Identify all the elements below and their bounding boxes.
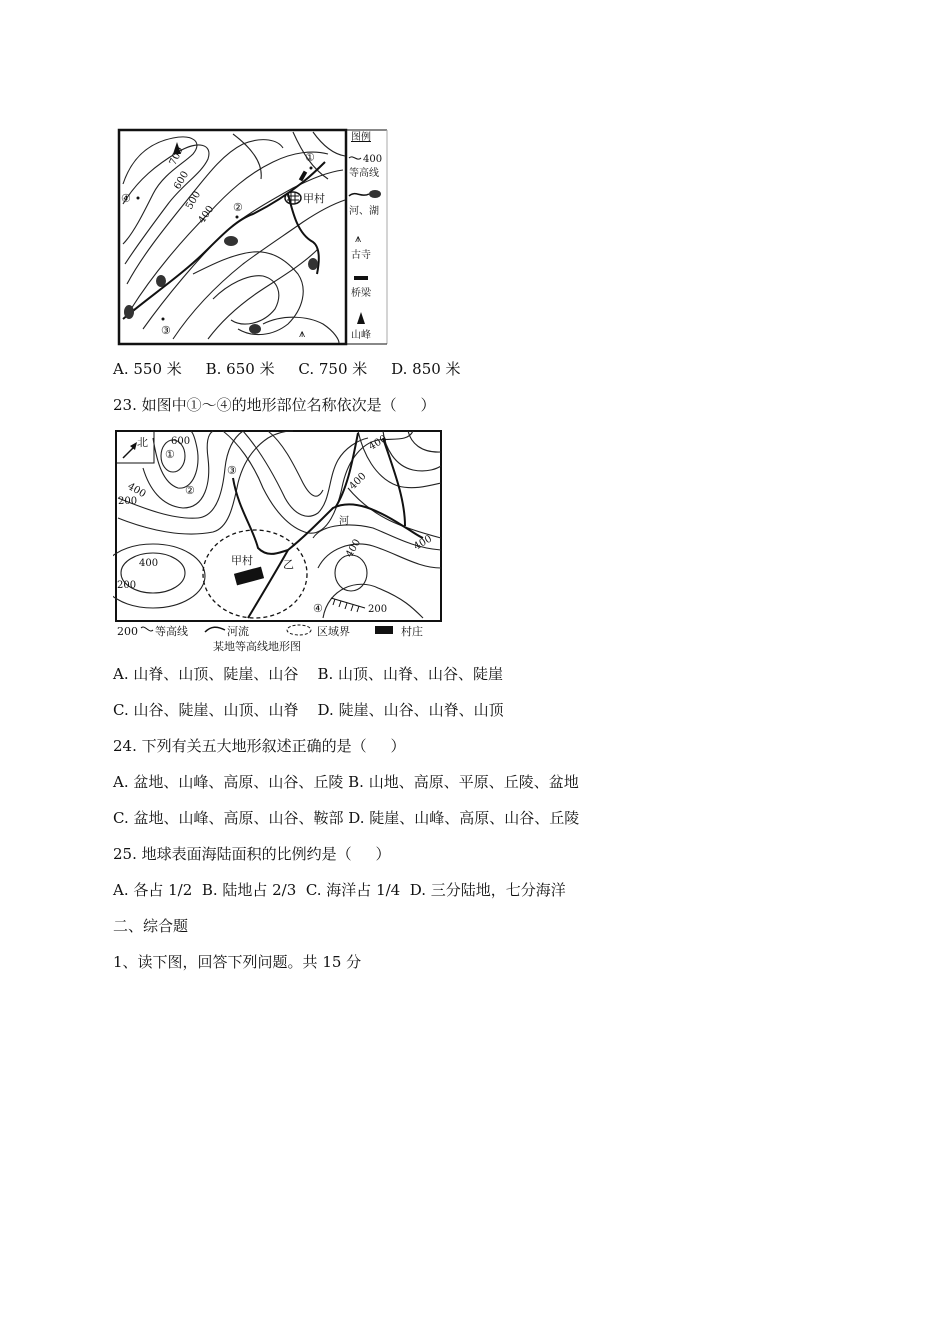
contour-label: 200 <box>117 580 137 591</box>
marker-3: ③ <box>161 324 171 337</box>
legend-value: 200 <box>117 625 138 638</box>
legend-bridge-icon <box>354 276 368 280</box>
legend-bridge: 桥梁 <box>351 288 371 299</box>
village-icon <box>234 567 264 586</box>
contour-label: 400 <box>125 481 148 501</box>
contour-map-2 <box>113 428 445 654</box>
q24-question: 24. 下列有关五大地形叙述正确的是（ ） <box>113 737 406 755</box>
q23-question: 23. 如图中①～④的地形部位名称依次是（ ） <box>113 396 436 414</box>
marker-1: ① <box>165 448 175 461</box>
legend-lake-icon <box>369 190 381 198</box>
legend-contour-value: 400 <box>363 154 383 165</box>
map2-caption: 某地等高线地形图 <box>213 640 301 653</box>
river-label: 河 <box>339 516 349 527</box>
village-icon <box>285 192 301 204</box>
legend-village-icon <box>375 626 393 634</box>
legend-temple-icon: ⩚ <box>355 232 362 245</box>
q23-option-cd: C. 山谷、陡崖、山顶、山脊 D. 陡崖、山谷、山脊、山顶 <box>113 701 504 719</box>
marker-2: ② <box>233 201 243 214</box>
contour-label: 400 <box>196 203 217 226</box>
contour-label: 600 <box>171 436 191 447</box>
marker-4: ④ <box>121 192 131 205</box>
river-lines <box>123 162 325 319</box>
temple-icon: ⩚ <box>299 327 306 340</box>
legend-region-icon <box>287 625 311 635</box>
marker-1: ① <box>305 151 315 164</box>
legend-village: 村庄 <box>401 625 423 638</box>
q22-options: A. 550 米 B. 650 米 C. 750 米 D. 850 米 <box>113 360 461 378</box>
contour-label: 500 <box>184 189 204 212</box>
legend-contour: 等高线 <box>155 625 188 638</box>
north-arrow-icon <box>130 442 137 450</box>
contour-label: 400 <box>139 558 159 569</box>
legend-peak: 山峰 <box>351 330 371 341</box>
q24-option-ab: A. 盆地、山峰、高原、山谷、丘陵 B. 山地、高原、平原、丘陵、盆地 <box>113 773 579 791</box>
marker-3: ③ <box>227 464 237 477</box>
contour-label: 700 <box>167 145 186 168</box>
village-label: 甲村 <box>231 554 253 567</box>
cliff-mark <box>331 598 365 612</box>
legend-contour: 等高线 <box>349 168 379 179</box>
legend-title: 图例 <box>351 132 371 143</box>
contour-label: 400 <box>412 533 435 553</box>
legend-temple: 古寺 <box>351 250 371 261</box>
lake-shapes <box>124 236 318 334</box>
village-label: 甲村 <box>303 192 325 205</box>
q25-options: A. 各占 1/2 B. 陆地占 2/3 C. 海洋占 1/4 D. 三分陆地，七分海洋 <box>113 881 566 899</box>
q24-option-cd: C. 盆地、山峰、高原、山谷、鞍部 D. 陡崖、山峰、高原、山谷、丘陵 <box>113 809 580 827</box>
contour-label: 400 <box>367 433 390 453</box>
q25-question: 25. 地球表面海陆面积的比例约是（ ） <box>113 845 391 863</box>
yi-label: 乙 <box>283 558 294 571</box>
contour-label: 400 <box>347 470 369 493</box>
contour-label: 200 <box>368 604 388 615</box>
contour-map-1 <box>113 124 393 348</box>
contour-label: 400 <box>344 537 364 560</box>
section-heading: 二、综合题 <box>113 917 189 935</box>
legend-river-icon <box>205 627 225 632</box>
legend-river: 河流 <box>227 625 249 638</box>
q1-question: 1、读下图，回答下列问题。共 15 分 <box>113 953 362 971</box>
contour-lines <box>113 431 441 618</box>
contour-label: 200 <box>118 496 138 507</box>
river-lines <box>233 433 423 618</box>
marker-2: ② <box>185 484 195 497</box>
contour-label: 600 <box>172 169 192 192</box>
north-label: 北 <box>137 436 148 449</box>
marker-4: ④ <box>313 602 323 615</box>
legend-region: 区域界 <box>317 625 350 638</box>
legend-peak-icon <box>357 312 365 324</box>
legend-river: 河、湖 <box>349 206 379 217</box>
q23-option-ab: A. 山脊、山顶、陡崖、山谷 B. 山顶、山脊、山谷、陡崖 <box>113 665 504 683</box>
